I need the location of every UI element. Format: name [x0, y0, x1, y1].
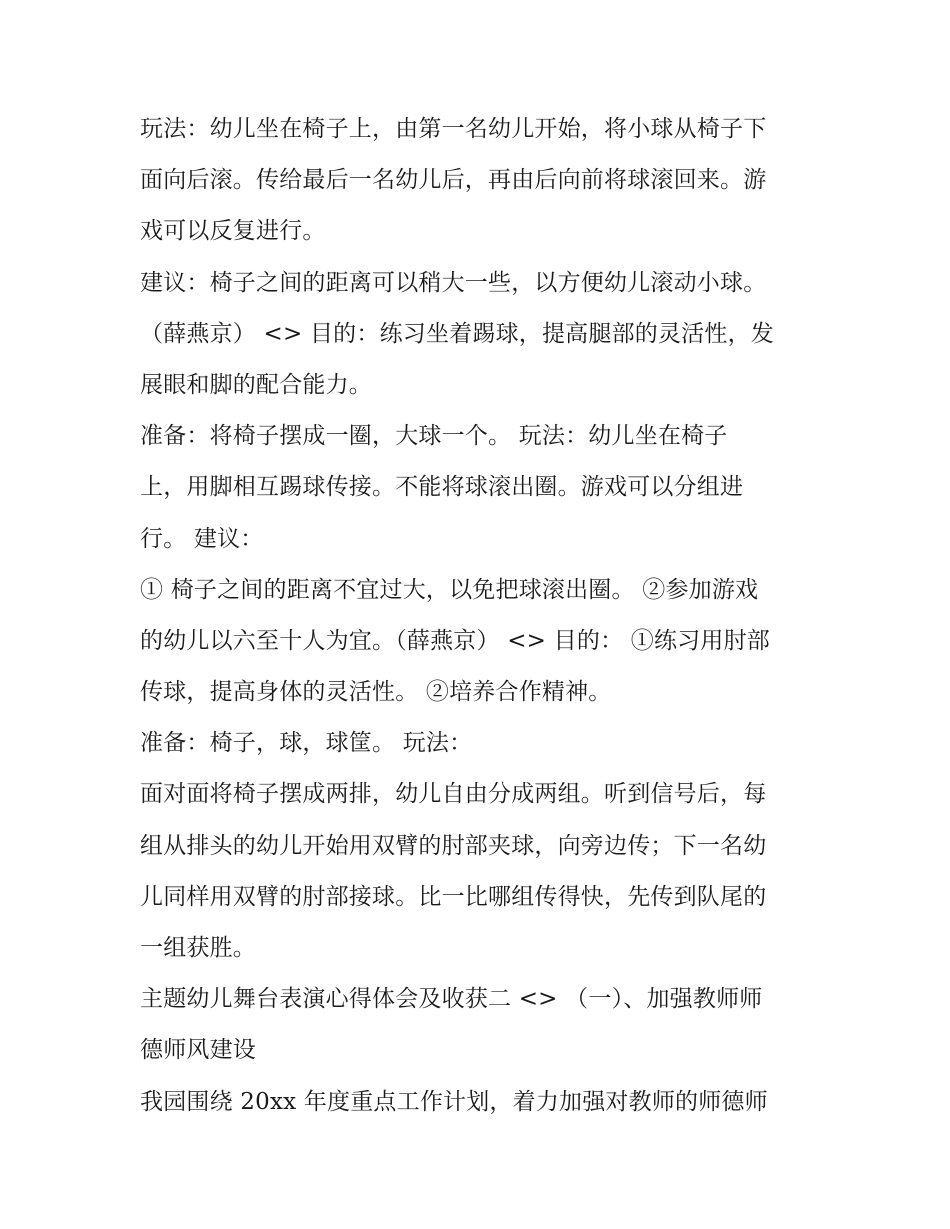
text-line: 主题幼儿舞台表演心得体会及收获二 <> （一）、加强教师师	[140, 986, 763, 1013]
text-line: 德师风建设	[140, 1037, 256, 1064]
text-line: 传球，提高身体的灵活性。 ②培养合作精神。	[140, 679, 612, 706]
text-line: 戏可以反复进行。	[140, 218, 326, 245]
text-line: 行。 建议：	[140, 525, 264, 552]
text-line: 上，用脚相互踢球传接。不能将球滚出圈。游戏可以分组进	[140, 474, 744, 501]
text-line: 一组获胜。	[140, 935, 256, 961]
text-line: 面对面将椅子摆成两排，幼儿自由分成两组。听到信号后，每	[140, 781, 767, 808]
text-line: 面向后滚。传给最后一名幼儿后，再由后向前将球滚回来。游	[140, 167, 767, 194]
text-line: 我园围绕 20xx 年度重点工作计划，着力加强对教师的师德师	[140, 1088, 768, 1115]
text-line: 准备：将椅子摆成一圈，大球一个。 玩法：幼儿坐在椅子	[140, 423, 728, 450]
document-body	[140, 104, 820, 1128]
text-line: 建议：椅子之间的距离可以稍大一些，以方便幼儿滚动小球。	[140, 269, 767, 296]
text-line: 的幼儿以六至十人为宜。（薛燕京） <> 目的： ①练习用肘部	[140, 627, 770, 654]
text-line: 儿同样用双臂的肘部接球。比一比哪组传得快，先传到队尾的	[140, 883, 767, 910]
text-line: 组从排头的幼儿开始用双臂的肘部夹球，向旁边传；下一名幼	[140, 832, 767, 859]
text-line: （薛燕京） <> 目的：练习坐着踢球，提高腿部的灵活性，发	[140, 320, 774, 347]
text-line: 玩法：幼儿坐在椅子上，由第一名幼儿开始，将小球从椅子下	[140, 116, 767, 142]
text-line: 准备：椅子，球，球筐。 玩法：	[140, 730, 473, 757]
text-line: 展眼和脚的配合能力。	[140, 371, 372, 398]
text-line: ① 椅子之间的距离不宜过大，以免把球滚出圈。 ②参加游戏	[140, 576, 759, 603]
